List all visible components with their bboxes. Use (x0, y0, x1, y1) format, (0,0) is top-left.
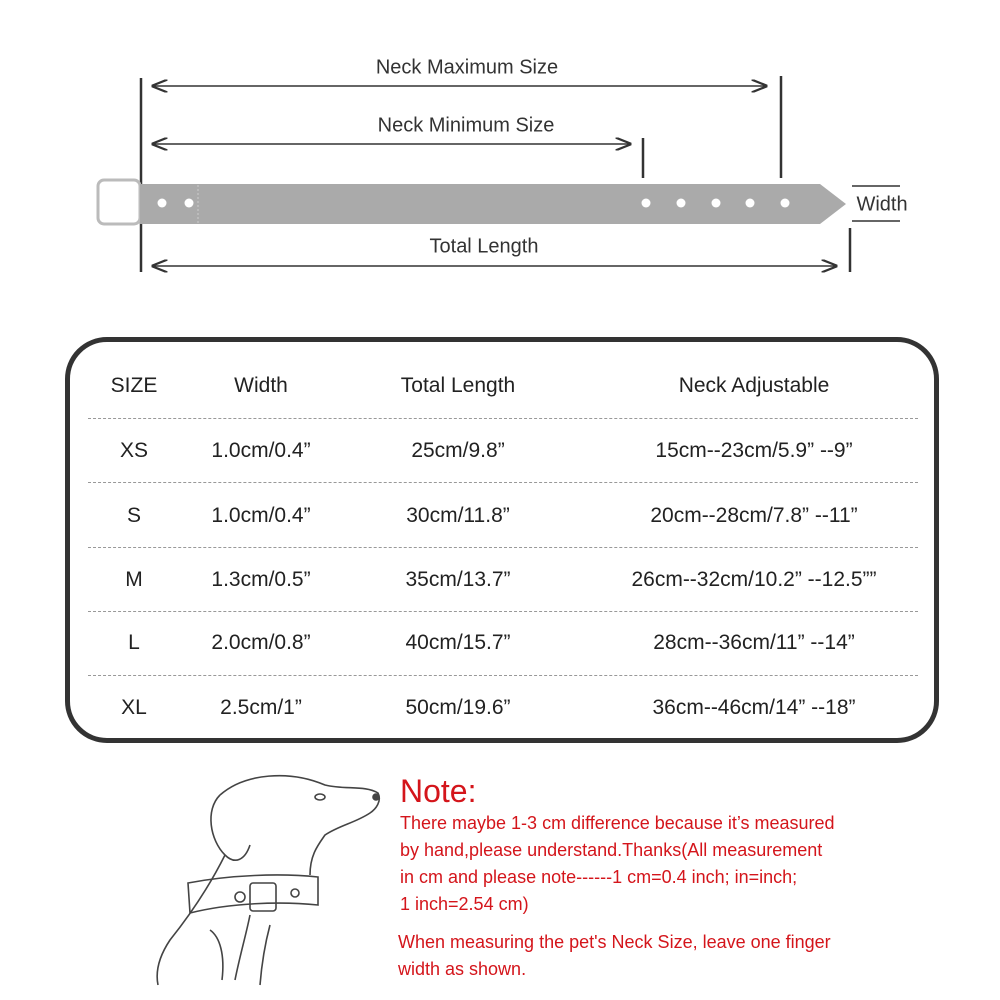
table-cell: XL (121, 696, 147, 719)
table-cell: M (125, 568, 143, 591)
table-cell: 1.3cm/0.5” (211, 568, 311, 591)
table-header: SIZE (110, 374, 158, 397)
collar-strap (140, 184, 846, 224)
measure-instruction-line: width as shown. (398, 959, 527, 979)
total-length-label: Total Length (429, 235, 539, 258)
dog-sketch-image (150, 765, 390, 990)
note-line: There maybe 1-3 cm difference because it’s measured (400, 813, 835, 833)
table-cell: 36cm--46cm/14” --18” (652, 696, 856, 719)
table-cell: 40cm/15.7” (405, 631, 511, 654)
table-cell: 28cm--36cm/11” --14” (653, 631, 855, 654)
measure-instruction-line: When measuring the pet's Neck Size, leave one finger (398, 932, 831, 952)
buckle-icon (98, 180, 140, 224)
neck-min-label: Neck Minimum Size (377, 114, 555, 137)
table-cell: S (126, 504, 142, 527)
table-cell: 26cm--32cm/10.2” --12.5”” (631, 568, 877, 591)
table-cell: 2.5cm/1” (220, 696, 302, 719)
width-label: Width (856, 193, 908, 216)
table-header: Total Length (400, 374, 516, 397)
table-cell: 1.0cm/0.4” (211, 504, 311, 527)
table-cell: 15cm--23cm/5.9” --9” (655, 439, 853, 462)
table-cell: 1.0cm/0.4” (211, 439, 311, 462)
note-line: in cm and please note------1 cm=0.4 inch; in=inch; (400, 867, 798, 887)
note-title: Note: (400, 773, 477, 809)
table-cell: XS (119, 439, 149, 462)
table-cell: 35cm/13.7” (405, 568, 511, 591)
table-cell: 25cm/9.8” (411, 439, 505, 462)
table-header: Width (234, 374, 288, 397)
table-cell: L (128, 631, 140, 654)
table-header: Neck Adjustable (678, 374, 830, 397)
table-cell: 20cm--28cm/7.8” --11” (650, 504, 858, 527)
table-cell: 2.0cm/0.8” (211, 631, 311, 654)
table-cell: 30cm/11.8” (406, 504, 510, 527)
note-line: 1 inch=2.54 cm) (400, 894, 529, 914)
note-line: by hand,please understand.Thanks(All measurement (400, 840, 823, 860)
table-cell: 50cm/19.6” (405, 696, 511, 719)
neck-max-label: Neck Maximum Size (375, 56, 559, 79)
